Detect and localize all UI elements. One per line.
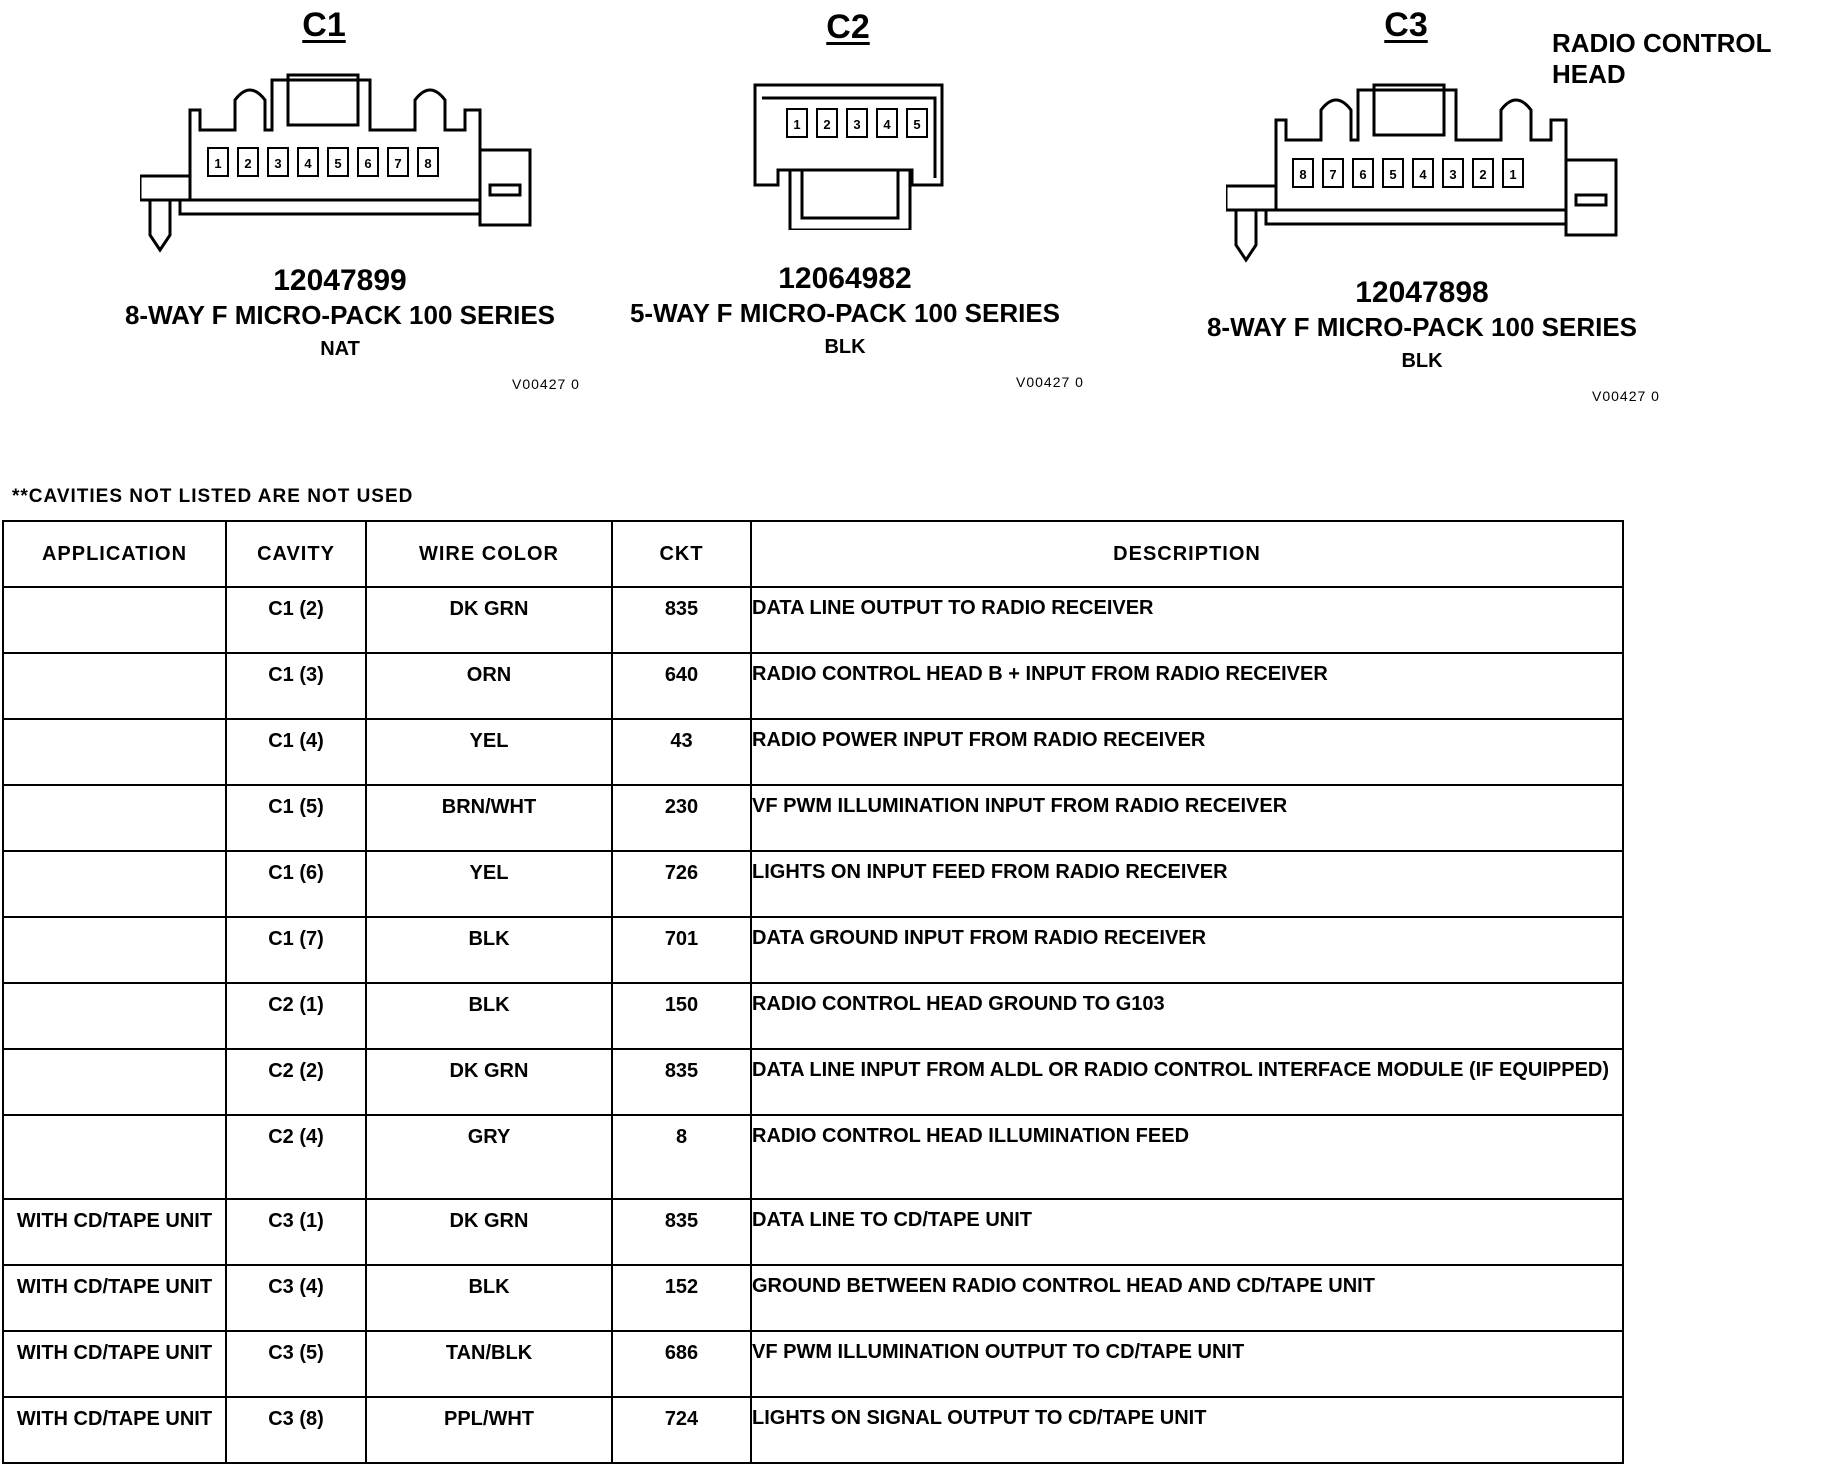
cell-ckt: 152	[612, 1265, 751, 1331]
cell-description: VF PWM ILLUMINATION OUTPUT TO CD/TAPE UNIT	[751, 1331, 1623, 1397]
cell-cavity: C1 (5)	[226, 785, 366, 851]
cell-ckt: 686	[612, 1331, 751, 1397]
cavity-7: 7	[1322, 158, 1344, 188]
cavity-2: 2	[1472, 158, 1494, 188]
connector-c1-part-number: 12047899	[273, 264, 407, 297]
table-row	[3, 851, 1623, 917]
cavity-5: 5	[327, 147, 349, 177]
connector-c3-series: 8-WAY F MICRO-PACK 100 SERIES	[1206, 312, 1638, 342]
cavity-8: 8	[417, 147, 439, 177]
cell-cavity: C1 (4)	[226, 719, 366, 785]
connector-c1-figure-code: V00427 0	[512, 376, 580, 392]
cavity-4: 4	[876, 108, 898, 138]
connector-c3-label: C3	[1384, 6, 1428, 44]
cell-application: WITH CD/TAPE UNIT	[3, 1265, 226, 1331]
cell-application	[3, 653, 226, 719]
cavity-5: 5	[1382, 158, 1404, 188]
connector-c1-cavities	[207, 147, 457, 177]
cell-cavity: C1 (6)	[226, 851, 366, 917]
cell-wire-color: TAN/BLK	[366, 1331, 612, 1397]
cell-description: DATA GROUND INPUT FROM RADIO RECEIVER	[751, 917, 1623, 983]
cell-ckt: 701	[612, 917, 751, 983]
connector-c2-part-number: 12064982	[778, 262, 912, 295]
cell-description: DATA LINE TO CD/TAPE UNIT	[751, 1199, 1623, 1265]
cell-ckt: 726	[612, 851, 751, 917]
cell-wire-color: PPL/WHT	[366, 1397, 612, 1463]
cell-wire-color: DK GRN	[366, 1049, 612, 1115]
cell-wire-color: ORN	[366, 653, 612, 719]
cell-ckt: 43	[612, 719, 751, 785]
cell-wire-color: BLK	[366, 917, 612, 983]
connector-c3-color: BLK	[1401, 350, 1443, 372]
cavity-6: 6	[357, 147, 379, 177]
cell-cavity: C2 (1)	[226, 983, 366, 1049]
cell-wire-color: BLK	[366, 983, 612, 1049]
cavity-4: 4	[297, 147, 319, 177]
cell-cavity: C3 (8)	[226, 1397, 366, 1463]
pinout-table	[2, 520, 1624, 1464]
header-wire-color: WIRE COLOR	[366, 521, 612, 587]
cavity-6: 6	[1352, 158, 1374, 188]
cell-cavity: C2 (4)	[226, 1115, 366, 1199]
connector-c2-label: C2	[826, 8, 870, 46]
cell-application: WITH CD/TAPE UNIT	[3, 1331, 226, 1397]
component-title: RADIO CONTROL HEAD	[1552, 28, 1772, 89]
table-row	[3, 983, 1623, 1049]
cavities-note: **CAVITIES NOT LISTED ARE NOT USED	[12, 486, 414, 507]
cell-wire-color: DK GRN	[366, 1199, 612, 1265]
cell-application	[3, 587, 226, 653]
cell-wire-color: BLK	[366, 1265, 612, 1331]
cell-application	[3, 1115, 226, 1199]
cell-ckt: 150	[612, 983, 751, 1049]
cell-description: RADIO CONTROL HEAD B + INPUT FROM RADIO RECEIVER	[751, 653, 1623, 719]
cell-application	[3, 851, 226, 917]
cell-ckt: 835	[612, 587, 751, 653]
cell-description: GROUND BETWEEN RADIO CONTROL HEAD AND CD/TAPE UNIT	[751, 1265, 1623, 1331]
cavity-3: 3	[1442, 158, 1464, 188]
header-ckt: CKT	[612, 521, 751, 587]
cell-wire-color: GRY	[366, 1115, 612, 1199]
connector-c1-series: 8-WAY F MICRO-PACK 100 SERIES	[124, 300, 556, 330]
table-row	[3, 1331, 1623, 1397]
cell-ckt: 835	[612, 1049, 751, 1115]
connector-c3-figure-code: V00427 0	[1592, 388, 1660, 404]
connector-c2-color: BLK	[824, 336, 866, 358]
connector-c2-drawing	[750, 80, 950, 230]
connector-c2-cavities	[786, 108, 928, 138]
table-row	[3, 1199, 1623, 1265]
cavity-1: 1	[1502, 158, 1524, 188]
cell-wire-color: YEL	[366, 851, 612, 917]
cell-ckt: 835	[612, 1199, 751, 1265]
cell-cavity: C3 (4)	[226, 1265, 366, 1331]
table-row	[3, 1397, 1623, 1463]
cell-application	[3, 917, 226, 983]
cavity-4: 4	[1412, 158, 1434, 188]
table-row	[3, 719, 1623, 785]
connector-c3-cavities	[1292, 158, 1524, 188]
header-cavity: CAVITY	[226, 521, 366, 587]
cell-ckt: 8	[612, 1115, 751, 1199]
table-row	[3, 1049, 1623, 1115]
cell-cavity: C1 (3)	[226, 653, 366, 719]
cell-wire-color: BRN/WHT	[366, 785, 612, 851]
cell-description: DATA LINE OUTPUT TO RADIO RECEIVER	[751, 587, 1623, 653]
cell-wire-color: DK GRN	[366, 587, 612, 653]
cell-ckt: 640	[612, 653, 751, 719]
cavity-7: 7	[387, 147, 409, 177]
connector-c1-label: C1	[302, 6, 346, 44]
cell-application	[3, 719, 226, 785]
cavity-1: 1	[786, 108, 808, 138]
cell-application	[3, 983, 226, 1049]
cell-description: RADIO CONTROL HEAD GROUND TO G103	[751, 983, 1623, 1049]
cell-description: VF PWM ILLUMINATION INPUT FROM RADIO RECEIVER	[751, 785, 1623, 851]
cell-description: LIGHTS ON INPUT FEED FROM RADIO RECEIVER	[751, 851, 1623, 917]
cell-description: LIGHTS ON SIGNAL OUTPUT TO CD/TAPE UNIT	[751, 1397, 1623, 1463]
cell-wire-color: YEL	[366, 719, 612, 785]
cell-application	[3, 785, 226, 851]
table-row	[3, 653, 1623, 719]
table-row	[3, 785, 1623, 851]
connector-c1-color: NAT	[320, 338, 360, 360]
table-row	[3, 917, 1623, 983]
cell-ckt: 724	[612, 1397, 751, 1463]
cavity-5: 5	[906, 108, 928, 138]
table-row	[3, 1115, 1623, 1199]
table-header-row	[3, 521, 1623, 587]
connector-c3-part-number: 12047898	[1355, 276, 1489, 309]
cell-cavity: C1 (2)	[226, 587, 366, 653]
cell-application: WITH CD/TAPE UNIT	[3, 1397, 226, 1463]
header-description: DESCRIPTION	[751, 521, 1623, 587]
cavity-8: 8	[1292, 158, 1314, 188]
cavity-2: 2	[237, 147, 259, 177]
connector-c2-figure-code: V00427 0	[1016, 374, 1084, 390]
cell-description: RADIO CONTROL HEAD ILLUMINATION FEED	[751, 1115, 1623, 1199]
table-row	[3, 1265, 1623, 1331]
cell-description: RADIO POWER INPUT FROM RADIO RECEIVER	[751, 719, 1623, 785]
connector-c2-series: 5-WAY F MICRO-PACK 100 SERIES	[629, 298, 1061, 328]
cavity-3: 3	[846, 108, 868, 138]
table-row	[3, 587, 1623, 653]
cell-description: DATA LINE INPUT FROM ALDL OR RADIO CONTROL INTERFACE MODULE (IF EQUIPPED)	[751, 1049, 1623, 1115]
cell-cavity: C1 (7)	[226, 917, 366, 983]
cell-cavity: C3 (5)	[226, 1331, 366, 1397]
header-application: APPLICATION	[3, 521, 226, 587]
cell-ckt: 230	[612, 785, 751, 851]
cavity-2: 2	[816, 108, 838, 138]
cell-application	[3, 1049, 226, 1115]
cavity-3: 3	[267, 147, 289, 177]
cell-cavity: C3 (1)	[226, 1199, 366, 1265]
cell-application: WITH CD/TAPE UNIT	[3, 1199, 226, 1265]
cell-cavity: C2 (2)	[226, 1049, 366, 1115]
cavity-1: 1	[207, 147, 229, 177]
